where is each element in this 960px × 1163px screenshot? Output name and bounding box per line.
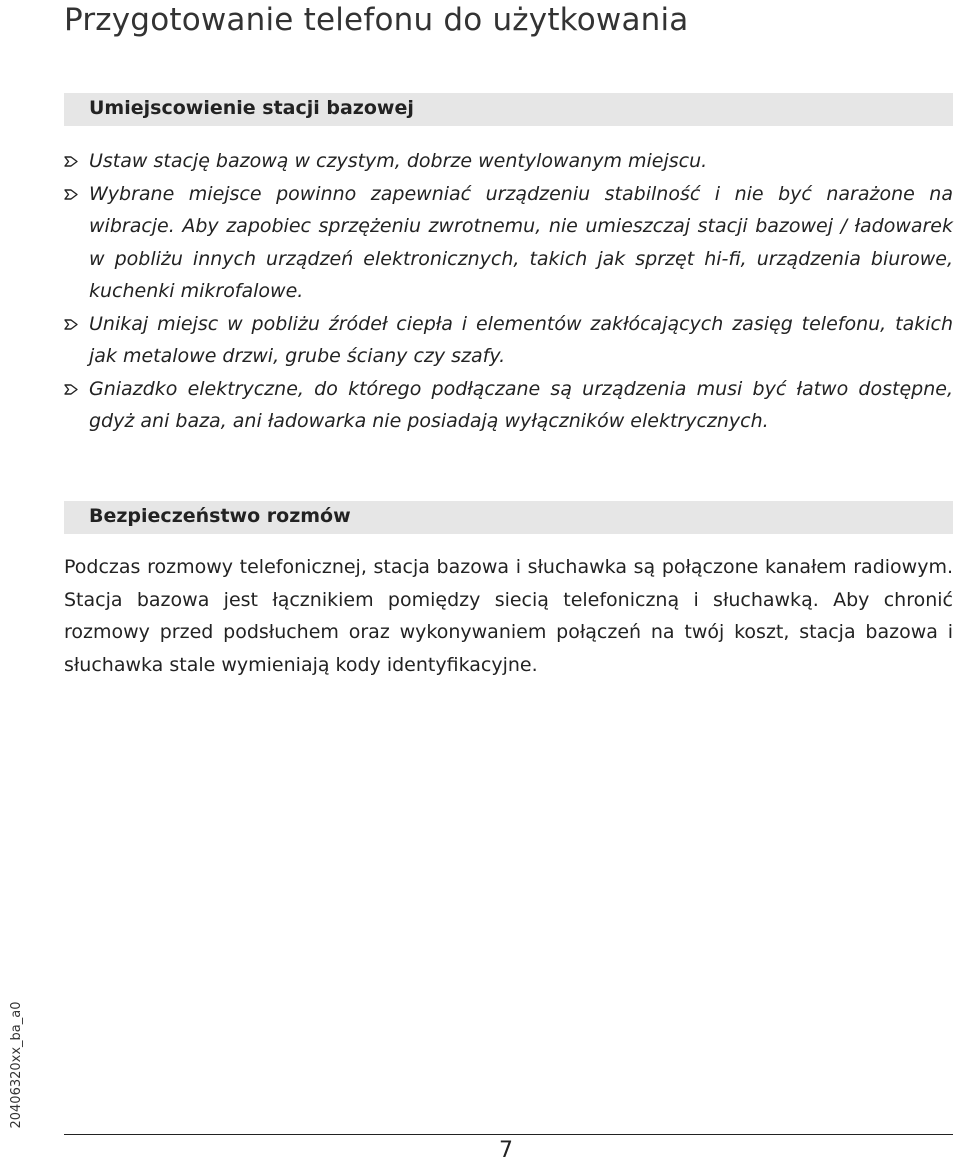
body-paragraph: Podczas rozmowy telefonicznej, stacja bazowa i słuchawka są połączone kanałem radiowym. Stacja bazowa jest łącznikiem pomiędzy siecią telefoniczną i słuchawką. Aby chronić rozmowy przed podsłuchem oraz wykonywaniem połączeń na twój koszt, stacja bazowa i słuchawka stale wymieniają kody identyfikacyjne. [64,556,953,676]
page-number: 7 [499,1138,513,1163]
arrow-right-icon [64,384,78,395]
section-title: Bezpieczeństwo rozmów [89,505,351,527]
section-header-call-security [64,501,953,534]
list-item-text: Gniazdko elektryczne, do którego podłączane są urządzenia musi być łatwo dostępne, gdyż ani baza, ani ładowarka nie posiadają wyłączników elektrycznych. [89,377,953,432]
bullet-list [64,145,953,438]
list-item [64,308,953,373]
section-header-base-station-location [64,93,953,126]
page-title: Przygotowanie telefonu do użytkowania [64,2,689,38]
list-item-text: Wybrane miejsce powinno zapewniać urządzeniu stabilność i nie być narażone na wibracje. Aby zapobiec sprzężeniu zwrotnemu, nie umieszczaj stacji bazowej / ładowarek w pobliżu innych urządzeń elektronicznych, takich jak sprzęt hi-fi, urządzenia biurowe, kuchenki mikrofalowe. [89,182,953,302]
list-item [64,373,953,438]
list-item [64,178,953,308]
document-code: 20406320xx_ba_a0 [9,1001,24,1129]
list-item-text: Ustaw stację bazową w czystym, dobrze wentylowanym miejscu. [89,150,708,172]
footer-divider [64,1134,953,1135]
arrow-right-icon [64,319,78,330]
arrow-right-icon [64,156,78,167]
section-title: Umiejscowienie stacji bazowej [89,97,414,119]
list-item [64,145,953,178]
arrow-right-icon [64,189,78,200]
list-item-text: Unikaj miejsc w pobliżu źródeł ciepła i elementów zakłócających zasięg telefonu, takich jak metalowe drzwi, grube ściany czy szafy. [89,312,953,367]
